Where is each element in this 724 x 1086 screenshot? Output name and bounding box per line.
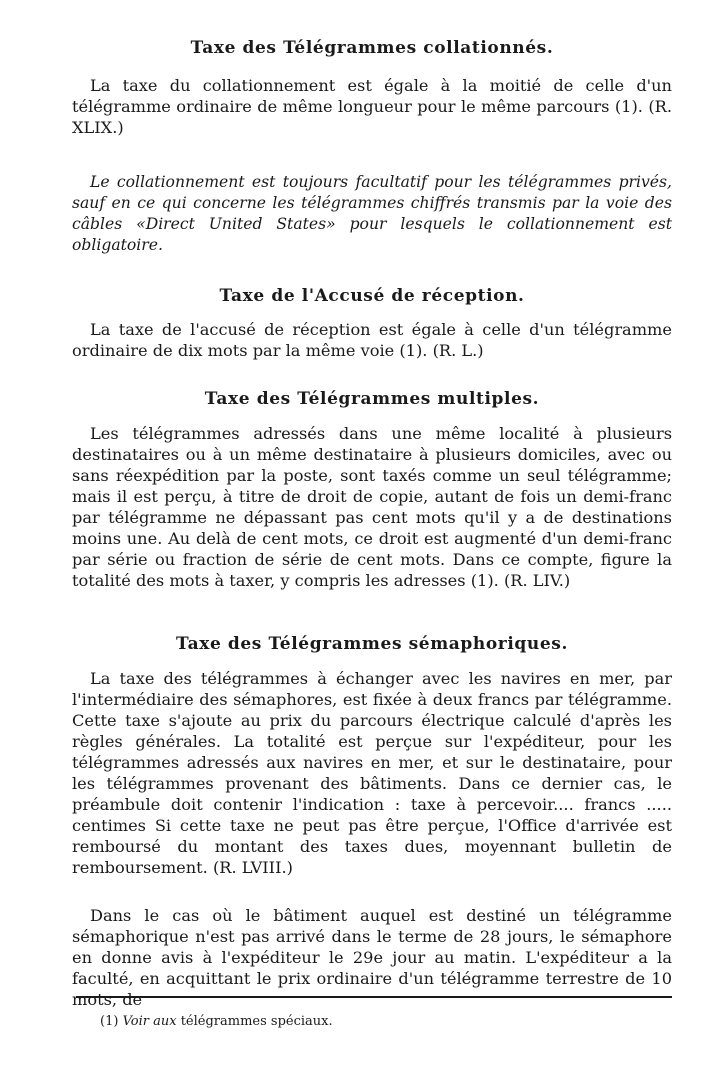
heading-accuse-reception: Taxe de l'Accusé de réception. — [219, 286, 525, 306]
paragraph-semaphoriques-1: La taxe des télégrammes à échanger avec les navires en mer, par l'intermédiaire des sémaphores, est fixée à deux francs par télégramme. Cette taxe s'ajoute au prix du parcours électrique calculé d'après les règles générales. La totalité est perçue sur l'expéditeur, pour les télégrammes adressés aux navires en mer, et sur le destinataire, pour les télégrammes provenant des bâtiments. Dans ce dernier cas, le préambule doit contenir l'indication : taxe à percevoir.... francs ..... centimes Si cette taxe ne peut pas être perçue, l'Office d'arrivée est remboursé du montant des taxes dues, moyennant bulletin de remboursement. (R. LVIII.) — [72, 669, 672, 877]
paragraph-collationnes-2: Le collationnement est toujours facultatif pour les télégrammes privés, sauf en ce qui concerne les télégrammes chiffrés transmis par la voie des câbles «Direct United States» pour lesquels le collationnement est obligatoire. — [72, 173, 672, 254]
footnote — [100, 1014, 333, 1029]
footnote-marker: (1) — [100, 1014, 119, 1029]
paragraph-multiples: Les télégrammes adressés dans une même localité à plusieurs destinataires ou à un même destinataire à plusieurs domiciles, avec ou sans réexpédition par la poste, sont taxés comme un seul télégramme; mais il est perçu, à titre de droit de copie, autant de fois un demi-franc par télégramme ne dépassant pas cent mots qu'il y a de destinations moins une. Au delà de cent mots, ce droit est augmenté d'un demi-franc par série ou fraction de série de cent mots. Dans ce compte, figure la totalité des mots à taxer, y compris les adresses (1). (R. LIV.) — [72, 424, 672, 590]
footnote-text: télégrammes spéciaux. — [180, 1014, 333, 1029]
footnote-divider — [76, 996, 672, 998]
heading-multiples: Taxe des Télégrammes multiples. — [204, 389, 540, 409]
paragraph-collationnes-1: La taxe du collationnement est égale à la moitié de celle d'un télégramme ordinaire de même longueur pour le même parcours (1). (R. XLIX.) — [72, 76, 672, 137]
heading-collationnes: Taxe des Télégrammes collationnés. — [190, 38, 554, 58]
paragraph-semaphoriques-2: Dans le cas où le bâtiment auquel est destiné un télégramme sémaphorique n'est pas arrivé dans le terme de 28 jours, le sémaphore en donne avis à l'expéditeur le 29e jour au matin. L'expéditeur a la faculté, en acquittant le prix ordinaire d'un télégramme terrestre de 10 mots, de — [72, 906, 672, 1009]
paragraph-accuse-reception: La taxe de l'accusé de réception est égale à celle d'un télégramme ordinaire de dix mots par la même voie (1). (R. L.) — [72, 320, 672, 360]
footnote-italic: Voir aux — [122, 1014, 177, 1029]
heading-semaphoriques: Taxe des Télégrammes sémaphoriques. — [176, 634, 568, 654]
